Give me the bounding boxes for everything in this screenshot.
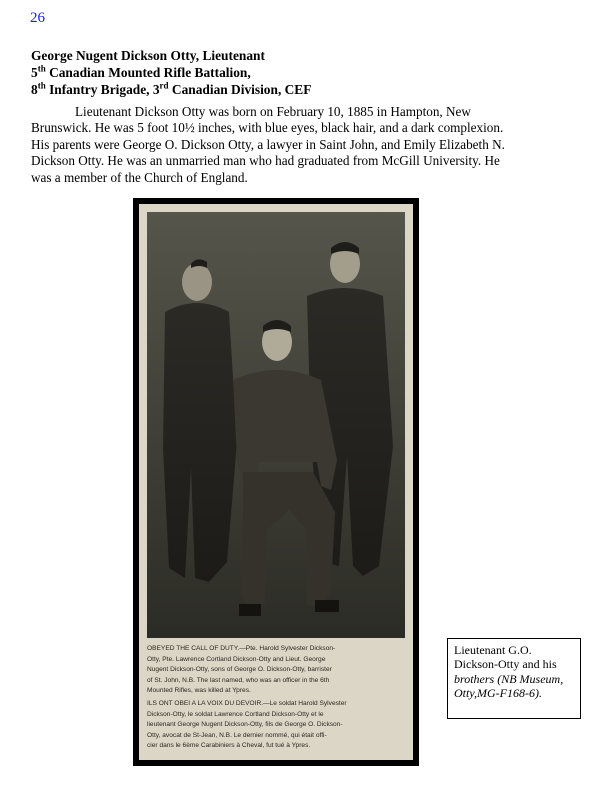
bio-line: His parents were George O. Dickson Otty, a lawyer in Saint John, and Emily Elizabeth N. xyxy=(31,136,505,152)
page-number: 26 xyxy=(30,10,45,26)
caption-line: lieutenant George Nugent Dickson-Otty, fils de George O. Dickson- xyxy=(147,721,343,729)
brothers-photograph xyxy=(147,212,405,638)
caption-line: Mounted Rifles, was killed at Ypres. xyxy=(147,687,251,695)
caption-line: Dickson-Otty, le soldat Lawrence Cortland Dickson-Otty et le xyxy=(147,710,324,718)
heading-battalion: 5th Canadian Mounted Rifle Battalion, xyxy=(31,63,251,80)
caption-line: cier dans le 6ème Carabiniers à Cheval, fut tué à Ypres. xyxy=(147,742,311,750)
caption-french xyxy=(147,699,405,752)
caption-line: OBEYED THE CALL OF DUTY.—Pte. Harold Sylvester Dickson- xyxy=(147,645,336,652)
bio-line: Brunswick. He was 5 foot 10½ inches, with blue eyes, black hair, and a dark complexion. xyxy=(31,120,504,136)
caption-line: of St. John, N.B. The last named, who was an officer in the 6th xyxy=(147,676,330,684)
heading-brigade-division: 8th Infantry Brigade, 3rd Canadian Division, CEF xyxy=(31,80,312,97)
sidebox-line: Lieutenant G.O. xyxy=(454,643,532,657)
caption-line: ILS ONT OBEI A LA VOIX DU DEVOIR.—Le soldat Harold Sylvester xyxy=(147,699,347,707)
photo-source-box xyxy=(447,638,581,719)
sidebox-line: Dickson-Otty and his xyxy=(454,657,557,672)
caption-line: Nugent Dickson-Otty, sons of George O. Dickson-Otty, barrister xyxy=(147,666,332,674)
bio-line: Dickson Otty. He was an unmarried man who had graduated from McGill University. He xyxy=(31,153,500,169)
caption-english xyxy=(147,644,405,697)
heading-name: George Nugent Dickson Otty, Lieutenant xyxy=(31,48,265,63)
caption-line: Otty, Pte. Lawrence Cortland Dickson-Otty and Lieut. George xyxy=(147,655,326,663)
biography-paragraph xyxy=(31,104,576,186)
soldier-heading xyxy=(31,47,571,98)
newspaper-clipping xyxy=(133,198,419,766)
bio-line: was a member of the Church of England. xyxy=(31,169,248,185)
sidebox-line: brothers (NB Museum, xyxy=(454,671,564,686)
bio-line: Lieutenant Dickson Otty was born on February 10, 1885 in Hampton, New xyxy=(75,104,471,119)
caption-line: Otty, avocat de St-Jean, N.B. Le dernier nommé, qui était offi- xyxy=(147,731,327,739)
three-soldiers-image xyxy=(147,212,405,638)
sidebox-line: Otty,MG-F168-6). xyxy=(454,686,542,701)
photo-caption xyxy=(147,644,405,754)
